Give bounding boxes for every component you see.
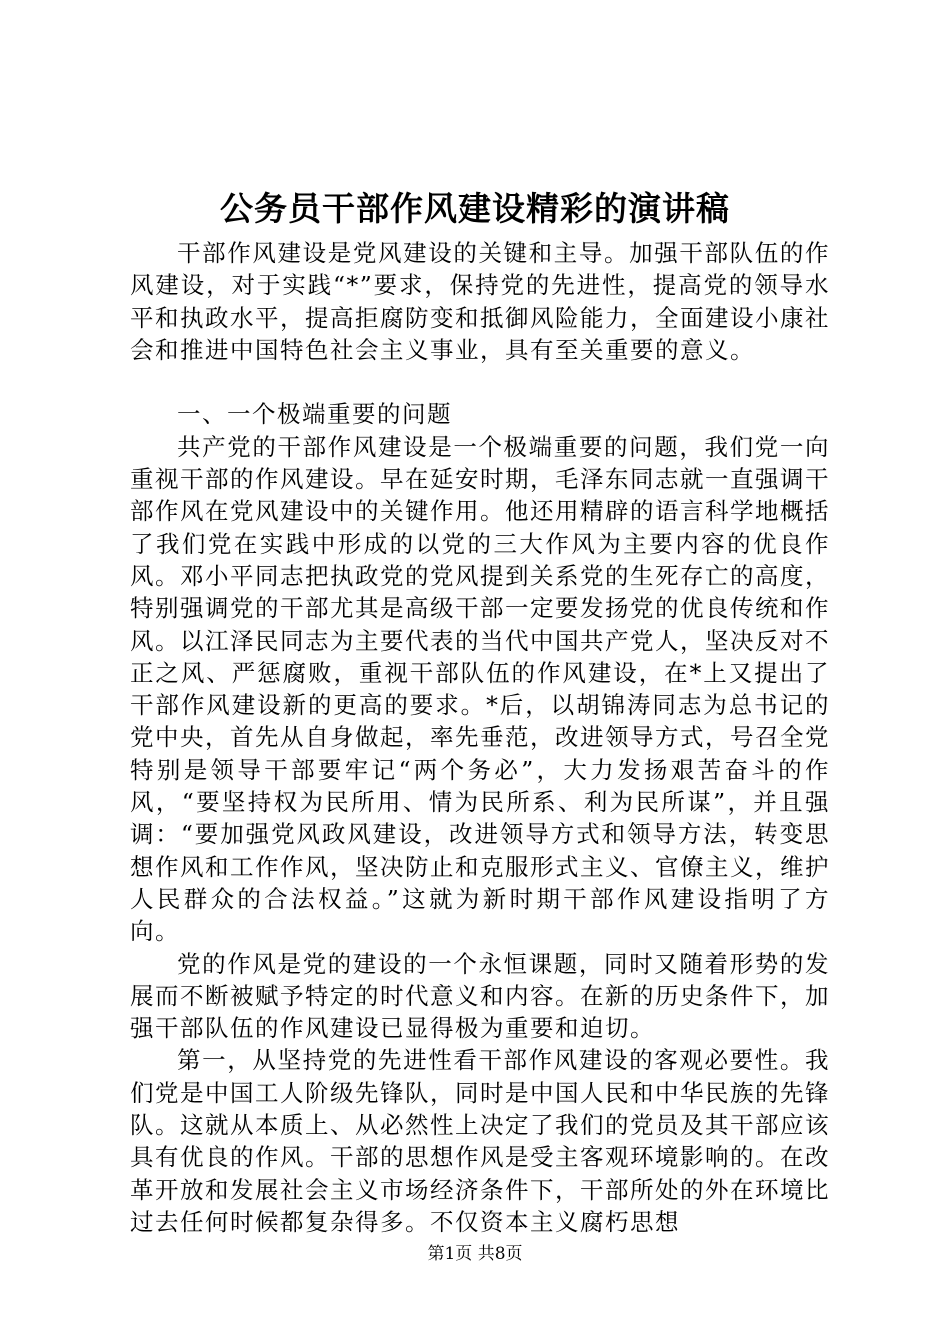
document-title: 公务员干部作风建设精彩的演讲稿 xyxy=(220,189,730,228)
paragraph-eternal-topic: 党的作风是党的建设的一个永恒课题，同时又随着形势的发展而不断被赋予特定的时代意义和内容。在新的历史条件下，加强干部队伍的作风建设已显得极为重要和迫切。 xyxy=(130,949,830,1043)
paragraph-intro: 干部作风建设是党风建设的关键和主导。加强干部队伍的作风建设，对于实践“*”要求，保持党的先进性，提高党的领导水平和执政水平，提高拒腐防变和抵御风险能力，全面建设小康社会和推进中国特色社会主义事业，具有至关重要的意义。 xyxy=(130,239,830,364)
paragraph-spacer xyxy=(130,366,830,398)
document-body xyxy=(130,237,830,1238)
page-number-footer: 第1页 共8页 xyxy=(427,1244,523,1264)
paragraph-point-one: 第一，从坚持党的先进性看干部作风建设的客观必要性。我们党是中国工人阶级先锋队，同时是中国人民和中华民族的先锋队。这就从本质上、从必然性上决定了我们的党员及其干部应该具有优良的作风。干部的思想作风是受主客观环境影响的。在改革开放和发展社会主义市场经济条件下，干部所处的外在环境比过去任何时候都复杂得多。不仅资本主义腐朽思想 xyxy=(130,1046,830,1236)
paragraph-history: 共产党的干部作风建设是一个极端重要的问题，我们党一向重视干部的作风建设。早在延安时期，毛泽东同志就一直强调干部作风在党风建设中的关键作用。他还用精辟的语言科学地概括了我们党在实践中形成的以党的三大作风为主要内容的优良作风。邓小平同志把执政党的党风提到关系党的生死存亡的高度，特别强调党的干部尤其是高级干部一定要发扬党的优良传统和作风。以江泽民同志为主要代表的当代中国共产党人，坚决反对不正之风、严惩腐败，重视干部队伍的作风建设，在*上又提出了干部作风建设新的更高的要求。*后，以胡锦涛同志为总书记的党中央，首先从自身做起，率先垂范，改进领导方式，号召全党特别是领导干部要牢记“两个务必”，大力发扬艰苦奋斗的作风，“要坚持权为民所用、情为民所系、利为民所谋”，并且强调：“要加强党风政风建设，改进领导方式和领导方法，转变思想作风和工作作风，坚决防止和克服形式主义、官僚主义，维护人民群众的合法权益。”这就为新时期干部作风建设指明了方向。 xyxy=(130,432,830,946)
section-heading: 一、一个极端重要的问题 xyxy=(177,400,452,429)
